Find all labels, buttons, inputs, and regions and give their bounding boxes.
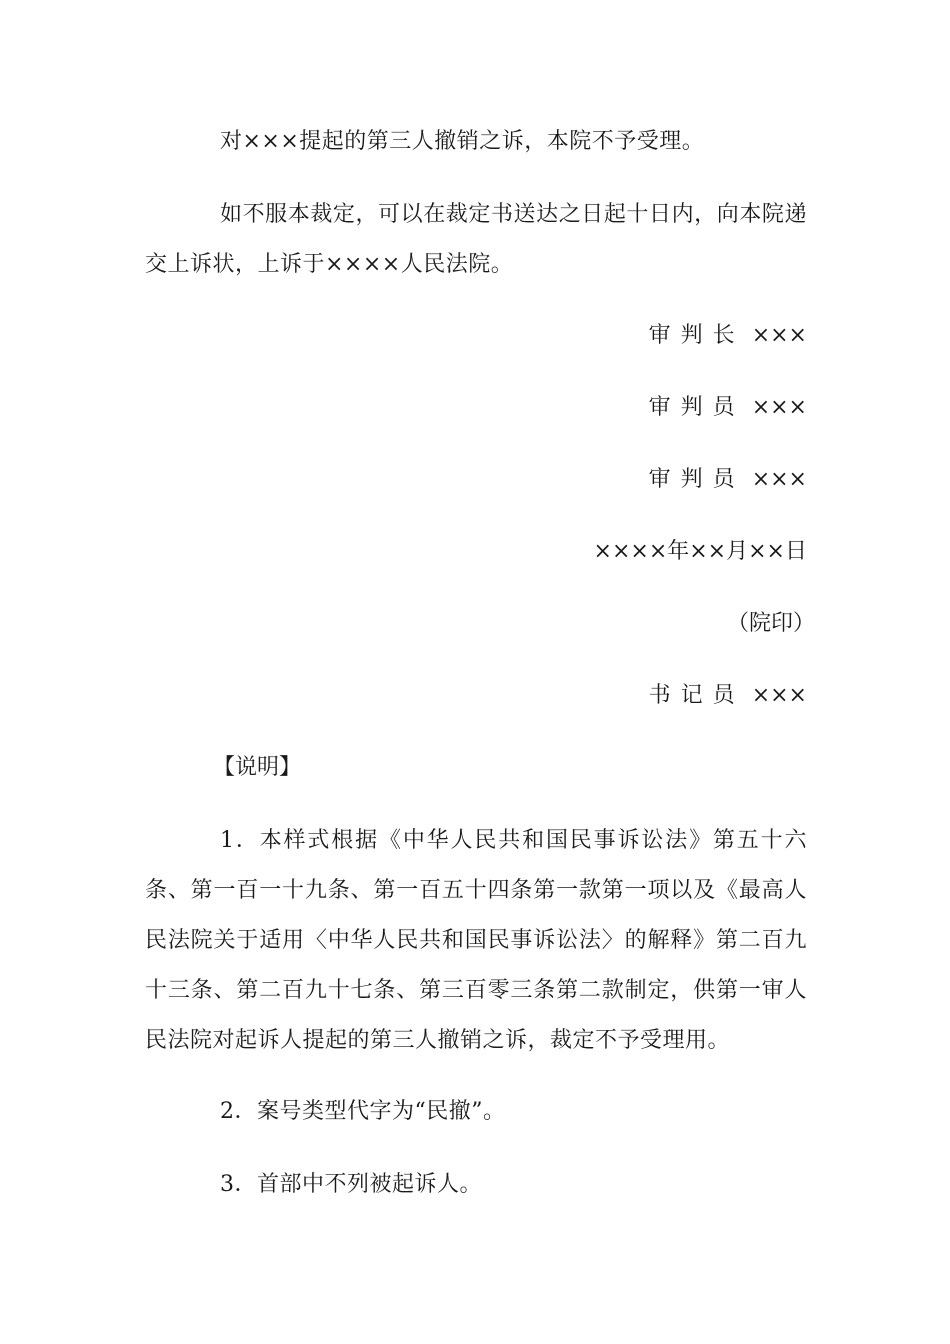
signature-role: 审判长 bbox=[648, 323, 745, 348]
signature-role: 审判员 bbox=[648, 467, 745, 492]
ruling-paragraph: 对×××提起的第三人撤销之诉，本院不予受理。 bbox=[220, 129, 705, 154]
signature-role: 审判员 bbox=[648, 395, 745, 420]
signature-judge-1 bbox=[649, 393, 807, 423]
note-item-3: 3．首部中不列被起诉人。 bbox=[220, 1172, 482, 1197]
ruling-date: ××××年××月××日 bbox=[593, 539, 807, 564]
signature-clerk bbox=[649, 681, 807, 711]
signature-presiding-judge bbox=[649, 321, 807, 351]
notes-heading: 【说明】 bbox=[213, 755, 302, 780]
court-seal: （院印） bbox=[726, 611, 815, 636]
signature-name: ××× bbox=[751, 323, 807, 348]
signature-role: 书记员 bbox=[648, 683, 745, 708]
note-item-2: 2．案号类型代字为“民撤”。 bbox=[220, 1099, 506, 1124]
signature-name: ××× bbox=[751, 683, 807, 708]
signature-name: ××× bbox=[751, 395, 807, 420]
signature-judge-2 bbox=[649, 465, 807, 495]
signature-name: ××× bbox=[751, 467, 807, 492]
appeal-paragraph: 如不服本裁定，可以在裁定书送达之日起十日内，向本院递交上诉状，上诉于××××人民法院。 bbox=[145, 202, 807, 277]
note-item-1: 1．本样式根据《中华人民共和国民事诉讼法》第五十六条、第一百一十九条、第一百五十四条第一款第一项以及《最高人民法院关于适用〈中华人民共和国民事诉讼法〉的解释》第二百九十三条、第二百九十七条、第三百零三条第二款制定，供第一审人民法院对起诉人提起的第三人撤销之诉，裁定不予受理用。 bbox=[145, 828, 807, 1053]
